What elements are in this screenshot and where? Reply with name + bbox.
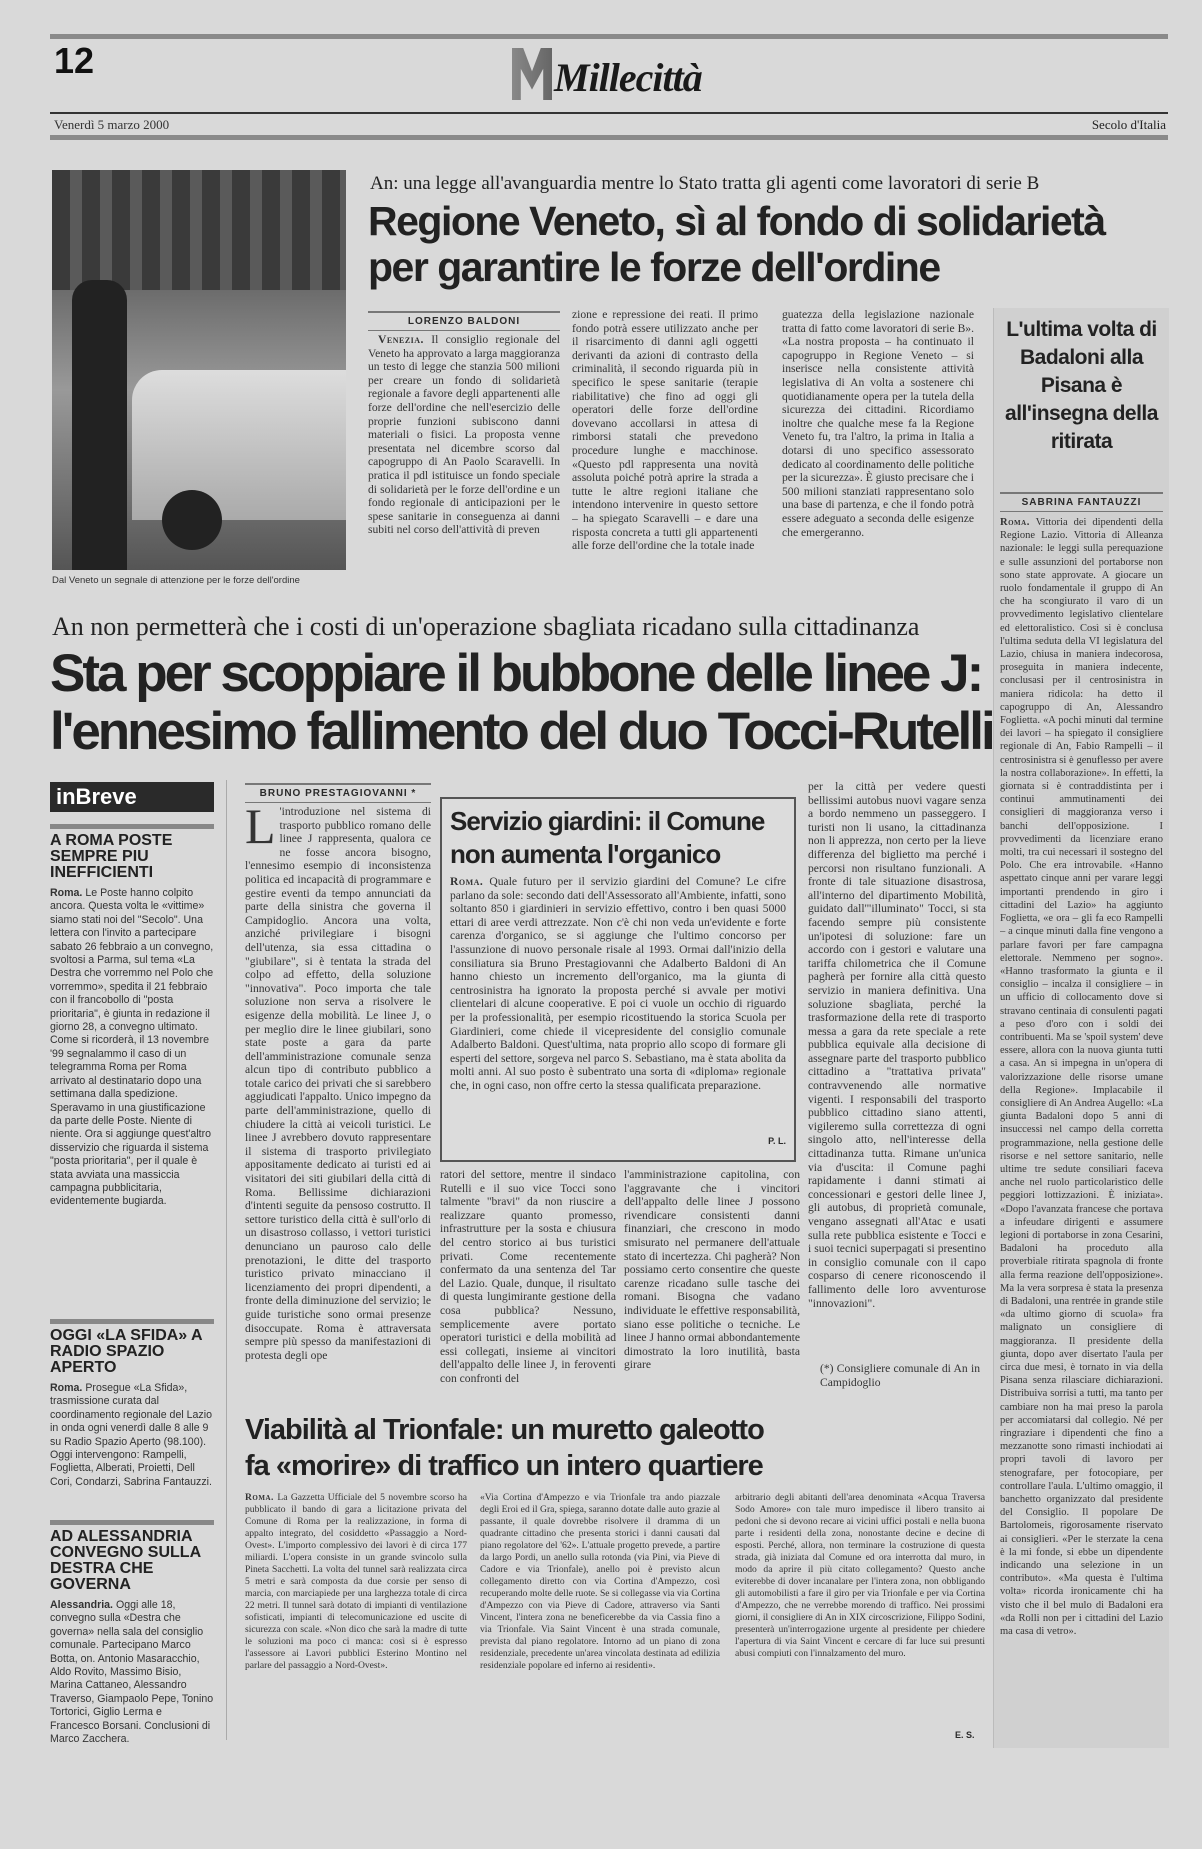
lineej-column-4: per la città per vedere questi bellissimi autobus nuovi vagare senza a bordo nemmeno un passeggero. I turisti non li usano, la cittadinanza non li apprezza, non certo per la lieve differenza del biglietto ma perché i percorsi non risultano funzionali. A fronte di tale situazione disastrosa, all'interno del dipartimento Mobilità, guidato dall'"illuminato" Tocci, si sta facendo sempre più consistente un'ipotesi di soluzione: fare un accordo con i gestori e valutare una tariffa chilometrica che il Comune pagherà per fornire alla città questo servizio in maniera definitiva. Una soluzione sbagliata, perché la trasformazione della rete di trasporto messa a gara da rete speciale a rete pubblica equivale alla decisione di assegnare parte del trasporto pubblico cittadino a "trattativa privata" contravvenendo alle normative vigenti. I responsabili del trasporto pubblico cittadino siano attenti, vigileremo sulla correttezza di ogni singolo atto, nell'interesse della cittadinanza tutta. Rimane un'unica via d'uscita: il Comune paghi rapidamente i danni stimati ai concessionari e gestori delle linee J, gli autobus, di proprietà comunale, vengano assegnati all'Atac e usati sulla rete pubblica esistente e Tocci e i suoi tecnici superpagati si presentino in consiglio comunale con il capo cosparso di cenere riconoscendo il fallimento delle loro avventurose "innovazioni". <box>808 780 986 1310</box>
column-text: 'introduzione nel sistema di trasporto pubblico romano delle linee J rappresenta, qualora ce ne fosse ancora bisogno, l'ennesimo esempio di inconsistenza politica ed incapacità di programmare e gestire eventi da tempo annunciati da parte della sinistra che governa il Campidoglio. Ancora una volta, anziché privilegiare i bisogni dell'utenza, sia essa cittadina o "giubilare", si è tentata la strada del colpo ad effetto, della soluzione "innovativa". Poco importa che tale soluzione non serva a risolvere le esigenze della mobilità. Le linee J, o per meglio dire le linee giubilari, sono state poste a gara da parte dell'amministrazione comunale senza alcun tipo di contributo pubblico a totale carico dei privati che si sarebbero aggiudicati l'appalto. Unico impegno da parte dell'amministrazione, quello di chiudere la città ai veicoli turistici. Le linee J avrebbero dovuto rappresentare il sistema di trasporto privilegiato appositamente dedicato ai turisti ed ai visitatori dei siti giubilari della città di Roma. Bellissime dichiarazioni d'intenti seguite da pensoso costrutto. Il settore turistico della città è sull'orlo di un disastroso collasso, i vettori turistici denunciano un pauroso calo delle prenotazioni, le ditte del trasporto turistico privato minacciano il licenziamento dei propri dipendenti, a fronte della diminuzione del servizio; le guide turistiche sono ormai presenze disoccupate. Roma è attraversata sempre più spesso da manifestazioni di protesta degli ope <box>245 805 431 1362</box>
brief-item <box>50 824 214 1301</box>
veneto-column-1 <box>368 333 560 588</box>
police-officer <box>72 280 127 570</box>
photo-caption: Dal Veneto un segnale di attenzione per le forze dell'ordine <box>52 575 300 586</box>
veneto-headline-line1: Regione Veneto, sì al fondo di solidarietà <box>368 198 1105 244</box>
masthead-line <box>50 112 1168 114</box>
column-text: Vittoria dei dipendenti della Regione Lazio. Vittoria di Alleanza nazionale: le leggi sulla perequazione e sulle assunzioni del portaborse non sono state approvate. A giocare un ruolo fondamentale il gruppo di An che ha scongiurato il varo di un provvedimento legislativo clientelare ed elettoralistico. Così si è conclusa l'ultima seduta della VI legislatura del Lazio, chiusa in maniera indecorosa, proseguita in maniera indecente, conclusasi per il centrosinistra in maniera ridicola: ha detto il capogruppo di An, Alessandro Foglietta. «A pochi minuti dal termine dei lavori – ha spiegato il consigliere regionale di An, Fabio Rampelli – il centrosinistra si è genuflesso per avere la nostra collaborazione». In effetti, la giornata si è contraddistinta per i continui ammutinamenti dei consiglieri di maggioranza verso i banchi dell'opposizione. I provvedimenti da licenziare erano molti, tra cui necessari il sostegno del Polo. Che era introvabile. «Hanno aspettato cinque anni per varare leggi importanti prendendo in giro i cittadini del Lazio» ha aggiunto Foglietta, «e ora – gli fa eco Rampelli – a cinque minuti dalla fine vengono a parlare favori per fare campagna elettorale. Nemmeno per sogno». «Hanno trasformato la giunta e il consiglio – incalza il consigliere – in un ufficio di collocamento dove si stravano centinaia di consulenti pagati a peso d'oro con i soldi dei contribuenti. Ma se 'spoil system' deve essere, allora con la nuova giunta tutti a casa. An si impegna in un'opera di valorizzazione delle risorse umane della Regione». Implacabile il consigliere di An Andrea Augello: «La giunta Badaloni dopo 5 anni di insuccessi nel campo della corretta programmazione, nella gestione delle risorse e nel settore sanitario, nelle ultime tre sedute consiliari faceva anche nel ruolo particolaristico delle peggiori lottizzazioni. È iniziata». «Dopo l'avanzata francese che portava a infeudare dirigenti e assumere legioni di portaborse in zona Cesarini, Badaloni ha proceduto alla proverbiale ritirata spagnola di fronte alla ferma reazione dell'opposizione». Ma la vera sorpresa è stata la presenza di Badaloni, una rentrée in grande stile «da ultimo giorno di scuola» fra malignato un consigliere di maggioranza. Il presidente della giunta, dopo aver disertato l'aula per circa due mesi, è tornato in via della Pisana senza rilasciare dichiarazioni. Distribuiva sorrisi a tutti, ma tanto per cambiare non ha mai preso la parola per accomiatarsi dal collegio. Né per ringraziare i dipendenti che fino a mezzanotte sono rimasti inchiodati ai propri tavoli di lavoro per stenografare, per fotocopiare, per controllare l'aula. L'ultimo omaggio, il banchetto organizzato dal presidente del Consiglio. Il popolare De Bartolomeis, rigorosamente riservato ai consiglieri. «Per le sterzate la cena è la mi fonde, si ebbe un dipendente indicando una selezione in un contributo». «Ma questa è l'ultima volta» ricorda ironicamente chi ha visto che il bel mulo di Badaloni era «da Rolli non per i cittadini del Lazio ma casa di vetro». <box>1000 517 1163 1638</box>
brief-item <box>50 1520 214 1849</box>
logo-m-glyph <box>512 48 552 100</box>
trionfale-headline <box>245 1412 764 1484</box>
column-text: Prosegue «La Sfida», trasmissione curata dal coordinamento regionale del Lazio in onda ogni venerdì dalle 8 alle 9 su Radio Spazio Aperto (98.100). Oggi intervengono: Rampelli, Foglietta, Alberati, Proietti, Dell Cori, Condarzi, Sabrina Fantauzzi. <box>50 1382 212 1488</box>
giardini-signature: P. L. <box>768 1136 786 1146</box>
police-car <box>132 370 346 520</box>
dateline: Roma. <box>50 1382 83 1394</box>
page-number: 12 <box>54 40 95 81</box>
lineej-headline <box>50 645 993 761</box>
brief-title: AD ALESSANDRIA CONVEGNO SULLA DESTRA CHE GOVERNA <box>50 1520 214 1593</box>
brief-text <box>50 887 214 1301</box>
column-text: Il consiglio regionale del Veneto ha approvato a larga maggioranza un testo di legge che stanzia 500 milioni per creare un fondo di solidarietà regionale a favore degli appartenenti alle forze dell'ordine che nell'esercizio delle proprie funzioni subiscono danni materiali o fisici. La proposta venne presentata nel dicembre scorso dal capogruppo di An Paolo Scaravelli. In pratica il pdl istituisce un fondo speciale di solidarietà per le forze dell'ordine e un fondo regionale di anticipazioni per le spese sanitarie in conseguenza ai danni subiti nel corso dell'attività di preven <box>368 333 560 537</box>
issue-date: Venerdì 5 marzo 2000 <box>54 117 170 132</box>
dateline: Roma. <box>1000 517 1030 528</box>
brief-title: OGGI «LA SFIDA» A RADIO SPAZIO APERTO <box>50 1319 214 1376</box>
lineej-column-1 <box>245 805 431 1395</box>
column-text: La Gazzetta Ufficiale del 5 novembre scorso ha pubblicato il bando di gara a licitazione privata del Comune di Roma per la realizzazione, in forma di appalto integrato, del cosiddetto «Passaggio a Nord-Ovest». L'importo complessivo dei lavori è di circa 177 miliardi. L'opera consiste in un grande svincolo sulla Pineta Sacchetti. La volta del tunnel sarà realizzata circa 5 metri e sarà composta da due corsie per senso di marcia, con marciapiede per una larghezza totale di circa 22 metri. Il tunnel sarà dotato di impianti di ventilazione sofisticati, impianti di telecomunicazione ed uscite di sicurezza con scale. «Non dico che sarà la madre di tutte le soluzioni ma poco ci manca: così si è espresso l'assessore ai Lavori pubblici Esterino Montino nel parlare del passaggio a Nord-Ovest». <box>245 1492 467 1671</box>
section-logo <box>500 44 720 104</box>
lineej-column-3: l'amministrazione capitolina, con l'aggravante che i vincitori dell'appalto delle linee J possono rivendicare consistenti danni finanziari, che crescono in modo smisurato nel permanere dell'attuale stato di incertezza. Chi pagherà? Non possiamo certo consentire che queste carenze ricadano sulle tasche dei romani. Bisogna che vadano individuate le effettive responsabilità, siano esse politiche o tecniche. Le linee J hanno ormai abbondantemente dimostrato la loro inutilità, basta girare <box>624 1168 800 1372</box>
dateline: Alessandria. <box>50 1599 114 1611</box>
brief-text <box>50 1599 214 1849</box>
brief-title: A ROMA POSTE SEMPRE PIU INEFFICIENTI <box>50 824 214 881</box>
badaloni-text <box>1000 516 1163 1746</box>
dateline: Roma. <box>245 1492 274 1503</box>
column-text: Quale futuro per il servizio giardini del Comune? Le cifre parlano da sole: secondo dati dell'Assessorato all'Ambiente, infatti, sono soltanto 850 i giardinieri in servizio effettivo, contro i ben quasi 5000 ettari di aree verdi attrezzate. Non c'è chi non veda un'evidente e forte carenza d'organico, se si aggiunge che l'ultimo concorso per l'assunzione di nuovo personale risale al 1993. Ormai dall'inizio della consiliatura sia Bruno Prestagiovanni che Adalberto Baldoni di An hanno chiesto un incremento dell'organico, ma la giunta di centrosinistra ha ignorato la proposta perché si avvale per motivi clientelari di alcune cooperative. E poi ci vuole un occhio di riguardo per la professionalità, per esempio ricostituendo la storica Scuola per Giardinieri, come chiede il vicepresidente del consiglio comunale Adalberto Baldoni. Quest'ultima, nata proprio allo scopo di formare gli esperti del settore, sorgeva nel parco S. Sebastiano, ma è stata abolita da molti anni. Al suo posto è subentrato una sorta di «diploma» regionale che, in ogni caso, non offre certo la stessa qualificata preparazione. <box>450 875 786 1092</box>
lineej-column-2: ratori del settore, mentre il sindaco Rutelli e il suo vice Tocci sono talmente "bravi" da non riuscire a realizzare quanto promesso, infrastrutture per la sosta e chiusura del centro storico ai bus turistici privati. Come recentemente confermato da una sentenza del Tar del Lazio. Quale, dunque, il risultato di questa lungimirante gestione della cosa pubblica? Nessuno, semplicemente avere portato operatori turistici e della mobilità ad essi collegati, insieme ai vincitori dell'appalto delle linee J, in feroventi con confronti del <box>440 1168 616 1385</box>
lineej-headline-line1: Sta per scoppiare il bubbone delle linee J: <box>50 644 982 703</box>
trionfale-headline-line2: fa «morire» di traffico un intero quartiere <box>245 1450 763 1482</box>
car-wheel <box>162 490 222 550</box>
police-car-photo <box>52 170 346 570</box>
drop-cap: L <box>245 805 276 854</box>
trionfale-column-1 <box>245 1492 467 1742</box>
brief-text <box>50 1382 214 1502</box>
column-divider <box>226 780 227 1740</box>
trionfale-headline-line1: Viabilità al Trionfale: un muretto galeotto <box>245 1414 764 1446</box>
brief-item <box>50 1319 214 1502</box>
badaloni-byline: SABRINA FANTAUZZI <box>1000 492 1163 512</box>
column-text: Le Poste hanno colpito ancora. Questa volta le «vittime» siamo stati noi del "Secolo". Una lettera con l'invito a partecipare sabato 26 febbraio a un convegno, svoltosi a Parma, sul tema «La Destra che vorremmo nel Polo che vorremmo», spedita il 21 febbraio con il francobollo di "posta prioritaria", è giunta in redazione il giorno 28, a convegno ultimato. Come si ricorderà, il 13 novembre '99 segnalammo il caso di un telegramma Roma per Roma arrivato al destinatario dopo una settimana dalla spedizione. Speravamo in una giustificazione da parte delle Poste. Niente di niente. Ora si aggiunge quest'altro disservizio che riguarda il sistema "posta prioritaria", per il quale è stata avviata una massiccia campagna pubblicitaria, evidentemente bugiarda. <box>50 887 214 1208</box>
trionfale-signature: E. S. <box>955 1730 975 1740</box>
veneto-byline: LORENZO BALDONI <box>368 311 560 331</box>
lineej-kicker: An non permetterà che i costi di un'operazione sbagliata ricadano sulla cittadinanza <box>52 612 920 641</box>
building-facade <box>52 170 346 290</box>
dateline: Venezia. <box>378 333 424 346</box>
giardini-headline: Servizio giardini: il Comune non aumenta l'organico <box>450 806 765 869</box>
masthead-bottom-rule <box>50 135 1168 140</box>
masthead-top-rule <box>50 34 1168 39</box>
dateline: Roma. <box>450 875 484 888</box>
section-title: Millecittà <box>554 55 702 100</box>
veneto-column-2: zione e repressione dei reati. Il primo fondo potrà essere utilizzato anche per il risarcimento di danni agli oggetti derivanti da azioni di contrasto della criminalità, il secondo riguarda più in specifico le spese sanitarie (terapie riabilitative) che fino ad oggi gli operatori delle forze dell'ordine dovevano accollarsi in attesa di rimborsi statali che prevedono procedure lunghe e macchinose. «Questo pdl rappresenta una novità assoluta poiché potrà aprire la strada a tutte le altre regioni italiane che intendono intervenire in questo settore – ha spiegato Scaravelli – e dare una risposta concreta a tutti gli appartenenti alle forze dell'ordine che la totale inade <box>572 308 758 553</box>
giardini-text <box>450 875 786 1130</box>
lineej-byline: BRUNO PRESTAGIOVANNI * <box>245 783 431 803</box>
in-breve-logo: inBreve <box>50 782 214 812</box>
giardini-box <box>440 797 796 1162</box>
veneto-column-3: guatezza della legislazione nazionale tratta di fatto come lavoratori di serie B». «La nostra proposta – ha continuato il capogruppo in Regione Veneto – si inserisce nella consistente attività legislativa di An volta a sostenere chi quotidianamente opera per la tutela della sicurezza dei cittadini. Ricordiamo inoltre che qualche mese fa la Regione Veneto fu, tra l'altro, la prima in Italia a dotarsi di uno specifico assessorato dedicato al coordinamento delle politiche per la sicurezza». È giusto precisare che i 500 milioni stanziati rappresentano solo una base di partenza, e che il fondo potrà essere adeguato a seconda delle esigenze che emergeranno. <box>782 308 974 539</box>
dateline: Roma. <box>50 887 83 899</box>
trionfale-column-3: arbitrario degli abitanti dell'area denominata «Acqua Traversa Sodo Amore» con tale muro impedisce il libero transito ai pedoni che si devono recare ai vicini uffici postali e nella buona parte i residenti della zona, nonostante decine e decine di esposti. Perché, allora, non terminare la costruzione di questa strada, già iniziata dal Comune ed ora interrotta dal muro, in modo da aprire il più citato collegamento? Questo anche eviterebbe di dover incanalare per l'intera zona, non obbligando gli automobilisti a fare il giro per via Trionfale e per via Cortina d'Ampezzo, che ne verrebbe morendo di traffico. Nei prossimi giorni, il consigliere di An in XIX circoscrizione, Filippo Sodini, presenterà un'interrogazione urgente al presidente per chiedere l'apertura di via Saint Vincent e cercare di far luce sui presunti abusi compiuti con l'innalzamento del muro. <box>735 1492 985 1659</box>
column-text: Oggi alle 18, convegno sulla «Destra che governa» nella sala del consiglio comunale. Partecipano Marco Botta, on. Antonio Masaracchio, Aldo Rovito, Massimo Bisio, Marina Cattaneo, Alessandro Traverso, Giampaolo Pepe, Tonino Tortorici, Giglio Lerma e Francesco Borsani. Conclusioni di Marco Zacchera. <box>50 1599 214 1746</box>
newspaper-name: Secolo d'Italia <box>1091 117 1166 132</box>
badaloni-sidebar <box>993 308 1169 1748</box>
in-breve-column <box>50 782 214 1746</box>
veneto-headline <box>368 198 1105 290</box>
veneto-kicker: An: una legge all'avanguardia mentre lo Stato tratta gli agenti come lavoratori di serie B <box>370 173 1040 194</box>
veneto-headline-line2: per garantire le forze dell'ordine <box>368 244 940 290</box>
trionfale-column-2: «Via Cortina d'Ampezzo e via Trionfale tra ando piazzale degli Eroi ed il Gra, spiega, saranno dotate dalle auto grazie al passante, il quale dovrebbe risolvere il dramma di un quadrante cittadino che presenta storici i danni causati dal piano regolatore del '62». L'attuale progetto prevede, a partire da largo Pordi, un anello sulla rotonda (via Pini, via Pieve di Cadore e via Trionfale), anello poi è previsto alcun collegamento diretto con via Cortina d'Ampezzo, così recuperando molte delle ruote. Se si collegasse via via Cortina d'Ampezzo con via Pieve di Cadore, attraverso via Santi Vincent, l'intera zona ne beneficerebbe da via Cassia fino a via Trionfale. Via Saint Vincent è una strada comunale, prevista dal piano regolatore. Intorno ad un piano di zona residenziale, precedente un'area vincolata destinata ad edilizia residenziale popolare ed inferno ai residenti». <box>480 1492 720 1671</box>
badaloni-headline: L'ultima volta di Badaloni alla Pisana è all'insegna della ritirata <box>1005 318 1158 453</box>
lineej-headline-line2: l'ennesimo fallimento del duo Tocci-Rutelli <box>50 702 993 761</box>
lineej-footnote: (*) Consigliere comunale di An in Campidoglio <box>820 1362 980 1389</box>
